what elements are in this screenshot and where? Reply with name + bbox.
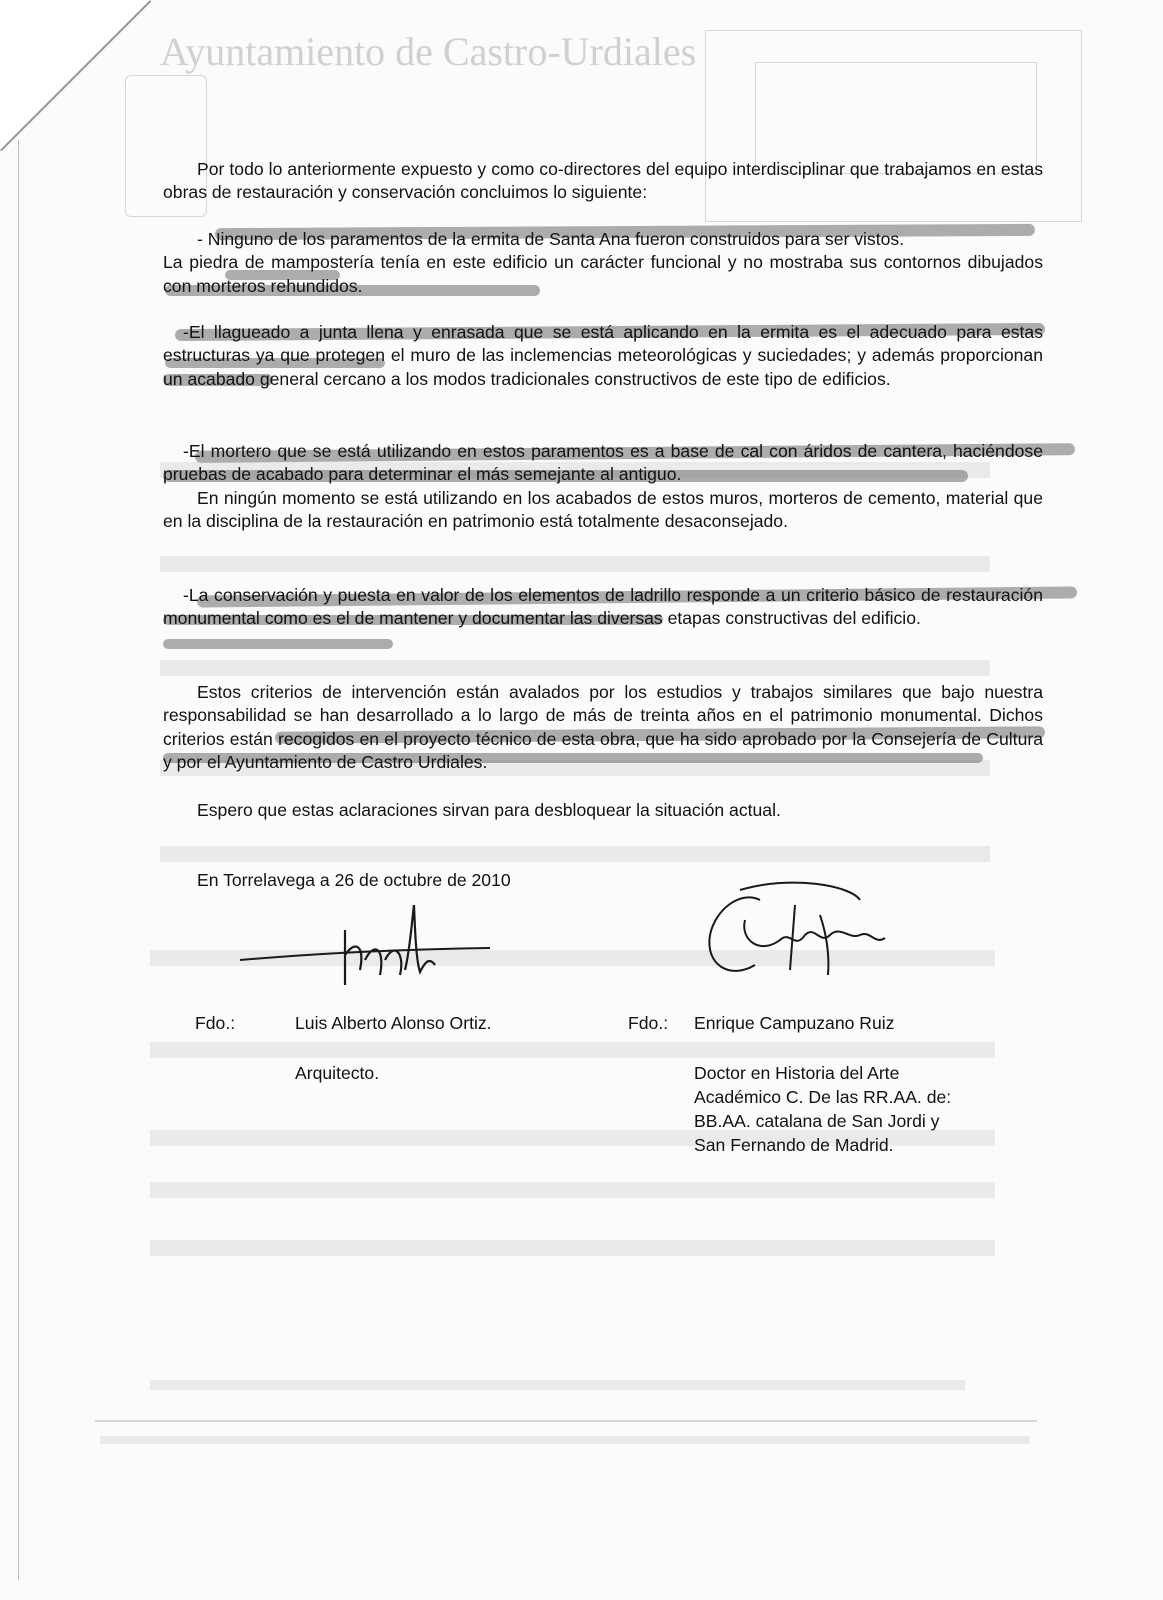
- ghost-line: [160, 846, 990, 862]
- right-title-line-4: San Fernando de Madrid.: [694, 1135, 894, 1155]
- ghost-header: Ayuntamiento de Castro-Urdiales: [160, 29, 697, 74]
- ghost-rule: [95, 1420, 1037, 1422]
- criteria-text: Estos criterios de intervención están avalados por los estudios y trabajos similares que bajo nuestra responsabilidad se han desarrollado a lo largo de más de treinta años en el patrimonio monumental. Dichos criterios están recogidos en el proyecto técnico de esta obra, que ha sido aprobado por la Consejería de Cultura y por el Ayuntamiento de Castro Urdiales.: [163, 682, 1043, 773]
- letter-body: [163, 158, 1043, 205]
- point-3-line-a: -El mortero que se está utilizando en estos paramentos es a base de cal con áridos de cantera, haciéndose pruebas de acabado para determinar el más semejante al antiguo.: [163, 441, 1043, 485]
- point-3: [163, 440, 1043, 534]
- closing-paragraph: [163, 799, 1043, 822]
- point-1-line-b: La piedra de mampostería tenía en este edificio un carácter funcional y no mostraba sus contornos dibujados con morteros rehundidos.: [163, 252, 1043, 296]
- point-3-line-b: En ningún momento se está utilizando en los acabados de estos muros, morteros de cemento, material que en la disciplina de la restauración en patrimonio está totalmente desaconsejado.: [163, 487, 1043, 532]
- ghost-line: [100, 1436, 1030, 1444]
- left-signatory-title: Arquitecto.: [295, 1063, 380, 1083]
- signature-campuzano: [700, 880, 900, 990]
- place-date: [163, 869, 1043, 892]
- ghost-line: [150, 1380, 965, 1390]
- point-4: [163, 584, 1043, 631]
- intro-paragraph: Por todo lo anteriormente expuesto y como co-directores del equipo interdisciplinar que trabajamos en estas obras de restauración y conservación concluimos lo siguiente:: [163, 159, 1043, 203]
- place-date-text: En Torrelavega a 26 de octubre de 2010: [197, 870, 511, 890]
- fdo-right-label: Fdo.:: [628, 1013, 669, 1033]
- left-signatory-name: Luis Alberto Alonso Ortiz.: [295, 1013, 492, 1033]
- right-title-line-3: BB.AA. catalana de San Jordi y: [694, 1111, 940, 1131]
- point-4-paragraph: -La conservación y puesta en valor de los elementos de ladrillo responde a un criterio básico de restauración monumental como es el de mantener y documentar las diversas etapas constructivas del edificio.: [163, 585, 1043, 629]
- fdo-left-label: Fdo.:: [195, 1013, 236, 1033]
- ghost-line: [150, 1240, 995, 1256]
- ghost-line: [160, 660, 990, 676]
- point-1-line-a: - Ninguno de los paramentos de la ermita de Santa Ana fueron construidos para ser vistos.: [197, 229, 905, 249]
- ghost-line: [150, 1042, 995, 1058]
- right-title-line-1: Doctor en Historia del Arte: [694, 1063, 900, 1083]
- ghost-line: [160, 556, 990, 572]
- right-signatory-name: Enrique Campuzano Ruiz: [694, 1013, 895, 1033]
- marker-stroke: [163, 639, 393, 649]
- page-edge: [18, 140, 19, 1580]
- ghost-line: [150, 1182, 995, 1198]
- point-2: [163, 321, 1043, 391]
- right-title-line-2: Académico C. De las RR.AA. de:: [694, 1087, 952, 1107]
- point-1: [163, 228, 1043, 298]
- signature-alonso: [220, 900, 510, 1000]
- point-2-paragraph: -El llagueado a junta llena y enrasada que se está aplicando en la ermita es el adecuado para estas estructuras ya que protegen el muro de las inclemencias meteorológicas y suciedades; y además proporcionan un acabado general cercano a los modos tradicionales constructivos de este tipo de edificios.: [163, 322, 1043, 389]
- closing-text: Espero que estas aclaraciones sirvan para desbloquear la situación actual.: [197, 800, 781, 820]
- criteria-paragraph: [163, 681, 1043, 775]
